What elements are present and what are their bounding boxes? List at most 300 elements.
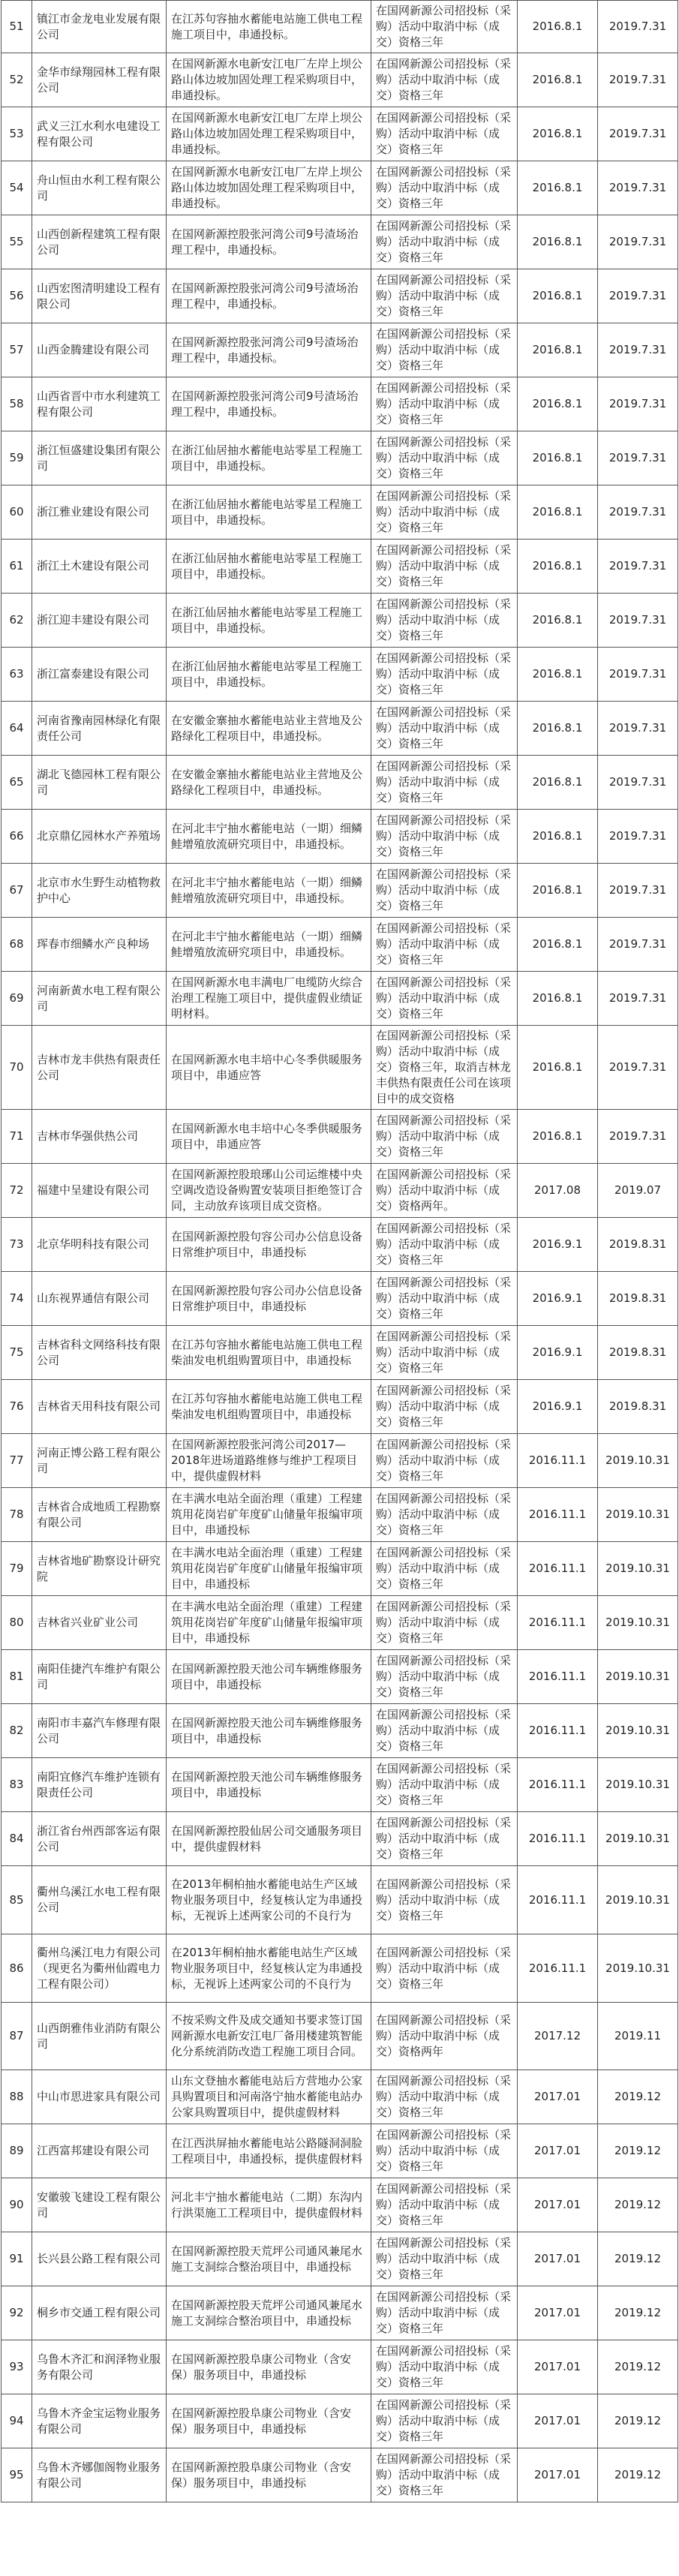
cell-project: 在河北丰宁抽水蓄能电站（一期）细鳞鲑增殖放流研究项目中，串通投标。 xyxy=(167,918,371,972)
cell-measure: 在国网新源公司招投标（采购）活动中取消中标（成交）资格三年 xyxy=(371,431,518,485)
cell-end: 2019.8.31 xyxy=(598,1326,678,1380)
cell-no: 69 xyxy=(2,972,32,1026)
cell-project: 在浙江仙居抽水蓄能电站零星工程施工项目中，串通投标。 xyxy=(167,431,371,485)
cell-end: 2019.10.31 xyxy=(598,1934,678,2003)
cell-start: 2016.8.1 xyxy=(518,540,598,594)
cell-start: 2016.8.1 xyxy=(518,1,598,53)
cell-company: 吉林省合成地质工程勘察有限公司 xyxy=(32,1488,167,1542)
cell-end: 2019.7.31 xyxy=(598,1026,678,1110)
cell-end: 2019.7.31 xyxy=(598,1110,678,1164)
cell-project: 在国网新源控股阜康公司物业（含安保）服务项目中，串通投标 xyxy=(167,2394,371,2448)
cell-start: 2016.8.1 xyxy=(518,864,598,918)
cell-start: 2017.01 xyxy=(518,2232,598,2286)
table-row xyxy=(2,1434,678,1488)
cell-start: 2016.8.1 xyxy=(518,918,598,972)
cell-measure: 在国网新源公司招投标（采购）活动中取消中标（成交）资格三年 xyxy=(371,1272,518,1326)
cell-no: 63 xyxy=(2,648,32,702)
cell-project: 在国网新源控股张河湾公司9号渣场治理工程中，串通投标。 xyxy=(167,377,371,431)
cell-measure: 在国网新源公司招投标（采购）活动中取消中标（成交）资格三年 xyxy=(371,702,518,756)
cell-no: 64 xyxy=(2,702,32,756)
cell-project: 在河北丰宁抽水蓄能电站（一期）细鳞鲑增殖放流研究项目中，串通投标。 xyxy=(167,864,371,918)
cell-measure: 在国网新源公司招投标（采购）活动中取消中标（成交）资格三年 xyxy=(371,1,518,53)
cell-end: 2019.12 xyxy=(598,2286,678,2340)
cell-measure: 在国网新源公司招投标（采购）活动中取消中标（成交）资格三年 xyxy=(371,1650,518,1704)
table-row xyxy=(2,2232,678,2286)
cell-measure: 在国网新源公司招投标（采购）活动中取消中标（成交）资格三年 xyxy=(371,485,518,540)
cell-company: 乌鲁木齐汇和润泽物业服务有限公司 xyxy=(32,2340,167,2394)
cell-end: 2019.7.31 xyxy=(598,53,678,107)
cell-measure: 在国网新源公司招投标（采购）活动中取消中标（成交）资格三年 xyxy=(371,2178,518,2232)
cell-no: 68 xyxy=(2,918,32,972)
cell-end: 2019.8.31 xyxy=(598,1272,678,1326)
cell-company: 福建中呈建设有限公司 xyxy=(32,1164,167,1218)
cell-project: 在国网新源水电新安江电厂左岸上坝公路山体边坡加固处理工程采购项目中，串通投标。 xyxy=(167,53,371,107)
cell-no: 56 xyxy=(2,269,32,323)
cell-no: 53 xyxy=(2,107,32,161)
cell-end: 2019.7.31 xyxy=(598,269,678,323)
cell-project: 在国网新源控股句容公司办公信息设备日常维护项目中，串通投标 xyxy=(167,1218,371,1272)
table-body xyxy=(2,1,678,2502)
cell-end: 2019.7.31 xyxy=(598,215,678,269)
cell-project: 在江西洪屏抽水蓄能电站公路隧洞洞脸工程项目中，串通投标，提供虚假材料 xyxy=(167,2124,371,2178)
cell-end: 2019.12 xyxy=(598,2178,678,2232)
cell-start: 2016.11.1 xyxy=(518,1934,598,2003)
table-row xyxy=(2,2178,678,2232)
cell-company: 浙江恒盛建设集团有限公司 xyxy=(32,431,167,485)
table-row xyxy=(2,1934,678,2003)
cell-company: 吉林市龙丰供热有限责任公司 xyxy=(32,1026,167,1110)
table-row xyxy=(2,1272,678,1326)
cell-company: 乌鲁木齐娜伽阁物业服务有限公司 xyxy=(32,2448,167,2502)
cell-project: 在国网新源水电新安江电厂左岸上坝公路山体边坡加固处理工程采购项目中，串通投标。 xyxy=(167,107,371,161)
cell-project: 在国网新源控股阜康公司物业（含安保）服务项目中，串通投标 xyxy=(167,2448,371,2502)
cell-company: 南阳佳捷汽车维护有限公司 xyxy=(32,1650,167,1704)
cell-end: 2019.7.31 xyxy=(598,918,678,972)
table-row xyxy=(2,215,678,269)
cell-company: 吉林市华强供热公司 xyxy=(32,1110,167,1164)
cell-project: 在国网新源控股仙居公司交通服务项目中，提供虚假材料 xyxy=(167,1812,371,1866)
cell-project: 在丰满水电站全面治理（重建）工程建筑用花岗岩矿年度矿山储量年报编审项目中，串通投标 xyxy=(167,1596,371,1650)
cell-end: 2019.7.31 xyxy=(598,377,678,431)
table-row xyxy=(2,972,678,1026)
cell-end: 2019.10.31 xyxy=(598,1488,678,1542)
table-row xyxy=(2,756,678,810)
table-row xyxy=(2,1542,678,1596)
cell-end: 2019.12 xyxy=(598,2340,678,2394)
cell-end: 2019.7.31 xyxy=(598,810,678,864)
cell-project: 不按采购文件及成交通知书要求签订国网新源水电新安江电厂备用楼建筑智能化分系统消防改造工程施工项目合同。 xyxy=(167,2003,371,2070)
cell-no: 84 xyxy=(2,1812,32,1866)
cell-end: 2019.10.31 xyxy=(598,1812,678,1866)
cell-measure: 在国网新源公司招投标（采购）活动中取消中标（成交）资格两年。 xyxy=(371,1164,518,1218)
cell-company: 吉林省科文网络科技有限公司 xyxy=(32,1326,167,1380)
cell-project: 在国网新源控股琅琊山公司运维楼中央空调改造设备购置安装项目拒绝签订合同，主动放弃该项目成交资格。 xyxy=(167,1164,371,1218)
cell-end: 2019.7.31 xyxy=(598,756,678,810)
cell-project: 河北丰宁抽水蓄能电站（二期）东沟内行洪渠施工工程项目中，提供虚假材料 xyxy=(167,2178,371,2232)
cell-start: 2016.8.1 xyxy=(518,107,598,161)
cell-no: 82 xyxy=(2,1704,32,1758)
table-row xyxy=(2,485,678,540)
table-row xyxy=(2,1596,678,1650)
table-row xyxy=(2,1812,678,1866)
table-row xyxy=(2,2448,678,2502)
cell-project: 在江苏句容抽水蓄能电站施工供电工程柴油发电机组购置项目中，串通投标 xyxy=(167,1326,371,1380)
cell-measure: 在国网新源公司招投标（采购）活动中取消中标（成交）资格三年 xyxy=(371,594,518,648)
cell-project: 在江苏句容抽水蓄能电站施工供电工程施工项目中，串通投标。 xyxy=(167,1,371,53)
table-row xyxy=(2,1218,678,1272)
cell-company: 山西创新程建筑工程有限公司 xyxy=(32,215,167,269)
cell-company: 南阳宜修汽车维护连锁有限责任公司 xyxy=(32,1758,167,1812)
cell-company: 珲春市细鳞水产良种场 xyxy=(32,918,167,972)
cell-end: 2019.11 xyxy=(598,2003,678,2070)
cell-start: 2017.01 xyxy=(518,2178,598,2232)
cell-start: 2016.11.1 xyxy=(518,1650,598,1704)
cell-company: 南阳市丰嘉汽车修理有限公司 xyxy=(32,1704,167,1758)
cell-company: 长兴县公路工程有限公司 xyxy=(32,2232,167,2286)
table-row xyxy=(2,2286,678,2340)
cell-no: 87 xyxy=(2,2003,32,2070)
cell-measure: 在国网新源公司招投标（采购）活动中取消中标（成交）资格三年 xyxy=(371,972,518,1026)
table-row xyxy=(2,1,678,53)
table-row xyxy=(2,1110,678,1164)
cell-company: 河南省豫南园林绿化有限责任公司 xyxy=(32,702,167,756)
cell-measure: 在国网新源公司招投标（采购）活动中取消中标（成交）资格三年 xyxy=(371,2232,518,2286)
cell-end: 2019.7.31 xyxy=(598,161,678,215)
cell-project: 在国网新源控股天荒坪公司通风兼尾水施工支洞综合整治项目中，串通投标 xyxy=(167,2286,371,2340)
cell-no: 78 xyxy=(2,1488,32,1542)
cell-company: 山西朗雅伟业消防有限公司 xyxy=(32,2003,167,2070)
cell-no: 88 xyxy=(2,2070,32,2124)
table-row xyxy=(2,431,678,485)
cell-measure: 在国网新源公司招投标（采购）活动中取消中标（成交）资格三年 xyxy=(371,1542,518,1596)
cell-project: 在国网新源控股张河湾公司9号渣场治理工程中，串通投标。 xyxy=(167,323,371,377)
cell-project: 在河北丰宁抽水蓄能电站（一期）细鳞鲑增殖放流研究项目中，串通投标。 xyxy=(167,810,371,864)
table-row xyxy=(2,2124,678,2178)
cell-measure: 在国网新源公司招投标（采购）活动中取消中标（成交）资格三年 xyxy=(371,648,518,702)
cell-start: 2016.8.1 xyxy=(518,702,598,756)
cell-start: 2016.8.1 xyxy=(518,756,598,810)
cell-no: 74 xyxy=(2,1272,32,1326)
table-row xyxy=(2,1164,678,1218)
cell-measure: 在国网新源公司招投标（采购）活动中取消中标（成交）资格三年 xyxy=(371,323,518,377)
cell-start: 2017.01 xyxy=(518,2070,598,2124)
cell-start: 2017.01 xyxy=(518,2394,598,2448)
cell-measure: 在国网新源公司招投标（采购）活动中取消中标（成交）资格三年 xyxy=(371,1758,518,1812)
cell-company: 浙江富泰建设有限公司 xyxy=(32,648,167,702)
table-row xyxy=(2,1758,678,1812)
table-row xyxy=(2,540,678,594)
cell-start: 2016.8.1 xyxy=(518,1026,598,1110)
cell-project: 在国网新源控股张河湾公司9号渣场治理工程中，串通投标。 xyxy=(167,269,371,323)
table-row xyxy=(2,918,678,972)
cell-start: 2016.8.1 xyxy=(518,485,598,540)
cell-company: 舟山恒由水利工程有限公司 xyxy=(32,161,167,215)
cell-company: 北京市水生野生动植物救护中心 xyxy=(32,864,167,918)
table-row xyxy=(2,864,678,918)
table-row xyxy=(2,53,678,107)
cell-start: 2017.01 xyxy=(518,2286,598,2340)
cell-end: 2019.7.31 xyxy=(598,702,678,756)
cell-company: 中山市思进家具有限公司 xyxy=(32,2070,167,2124)
table-row xyxy=(2,2070,678,2124)
cell-measure: 在国网新源公司招投标（采购）活动中取消中标（成交）资格三年 xyxy=(371,107,518,161)
cell-no: 79 xyxy=(2,1542,32,1596)
cell-project: 在国网新源水电丰满电厂电缆防火综合治理工程施工项目中，提供虚假业绩证明材料。 xyxy=(167,972,371,1026)
cell-measure: 在国网新源公司招投标（采购）活动中取消中标（成交）资格三年 xyxy=(371,1812,518,1866)
cell-company: 浙江雅业建设有限公司 xyxy=(32,485,167,540)
cell-end: 2019.7.31 xyxy=(598,431,678,485)
cell-end: 2019.12 xyxy=(598,2070,678,2124)
cell-project: 在国网新源水电丰培中心冬季供暖服务项目中，串通应答 xyxy=(167,1110,371,1164)
cell-company: 北京鼎亿园林水产养殖场 xyxy=(32,810,167,864)
cell-project: 在国网新源水电丰培中心冬季供暖服务项目中，串通应答 xyxy=(167,1026,371,1110)
cell-project: 在浙江仙居抽水蓄能电站零星工程施工项目中，串通投标。 xyxy=(167,485,371,540)
cell-project: 在国网新源控股张河湾公司2017—2018年进场道路维修与维护工程项目中，提供虚假材料 xyxy=(167,1434,371,1488)
cell-measure: 在国网新源公司招投标（采购）活动中取消中标（成交）资格两年 xyxy=(371,2003,518,2070)
cell-company: 武义三江水利水电建设工程有限公司 xyxy=(32,107,167,161)
cell-no: 93 xyxy=(2,2340,32,2394)
cell-no: 95 xyxy=(2,2448,32,2502)
cell-company: 河南正博公路工程有限公司 xyxy=(32,1434,167,1488)
cell-start: 2016.11.1 xyxy=(518,1596,598,1650)
cell-project: 在国网新源控股句容公司办公信息设备日常维护项目中，串通投标 xyxy=(167,1272,371,1326)
cell-measure: 在国网新源公司招投标（采购）活动中取消中标（成交）资格三年 xyxy=(371,1866,518,1934)
table-row xyxy=(2,648,678,702)
table-row xyxy=(2,1866,678,1934)
cell-no: 52 xyxy=(2,53,32,107)
cell-no: 92 xyxy=(2,2286,32,2340)
cell-project: 在丰满水电站全面治理（重建）工程建筑用花岗岩矿年度矿山储量年报编审项目中，串通投标 xyxy=(167,1488,371,1542)
cell-no: 51 xyxy=(2,1,32,53)
cell-end: 2019.12 xyxy=(598,2124,678,2178)
cell-measure: 在国网新源公司招投标（采购）活动中取消中标（成交）资格三年 xyxy=(371,2340,518,2394)
cell-project: 在浙江仙居抽水蓄能电站零星工程施工项目中，串通投标。 xyxy=(167,648,371,702)
cell-start: 2016.8.1 xyxy=(518,161,598,215)
table-row xyxy=(2,1488,678,1542)
cell-measure: 在国网新源公司招投标（采购）活动中取消中标（成交）资格三年 xyxy=(371,1380,518,1434)
cell-company: 金华市绿翔园林工程有限公司 xyxy=(32,53,167,107)
cell-project: 在2013年桐柏抽水蓄能电站生产区域物业服务项目中，经复核认定为串通投标，无视诉上述两家公司的不良行为 xyxy=(167,1934,371,2003)
cell-no: 65 xyxy=(2,756,32,810)
cell-start: 2016.9.1 xyxy=(518,1218,598,1272)
cell-no: 59 xyxy=(2,431,32,485)
cell-measure: 在国网新源公司招投标（采购）活动中取消中标（成交）资格三年，取消吉林龙丰供热有限责任公司在该项目中的成交资格 xyxy=(371,1026,518,1110)
cell-end: 2019.7.31 xyxy=(598,648,678,702)
cell-start: 2017.01 xyxy=(518,2340,598,2394)
cell-end: 2019.7.31 xyxy=(598,323,678,377)
cell-no: 81 xyxy=(2,1650,32,1704)
cell-end: 2019.7.31 xyxy=(598,485,678,540)
cell-company: 浙江土木建设有限公司 xyxy=(32,540,167,594)
cell-start: 2016.8.1 xyxy=(518,648,598,702)
cell-measure: 在国网新源公司招投标（采购）活动中取消中标（成交）资格三年 xyxy=(371,2124,518,2178)
cell-no: 55 xyxy=(2,215,32,269)
cell-project: 在安徽金寨抽水蓄能电站业主营地及公路绿化工程项目中，串通投标。 xyxy=(167,756,371,810)
cell-measure: 在国网新源公司招投标（采购）活动中取消中标（成交）资格三年 xyxy=(371,2286,518,2340)
cell-no: 85 xyxy=(2,1866,32,1934)
cell-start: 2016.11.1 xyxy=(518,1758,598,1812)
cell-end: 2019.10.31 xyxy=(598,1758,678,1812)
cell-no: 67 xyxy=(2,864,32,918)
cell-company: 湖北飞德园林工程有限公司 xyxy=(32,756,167,810)
cell-measure: 在国网新源公司招投标（采购）活动中取消中标（成交）资格三年 xyxy=(371,1704,518,1758)
cell-company: 镇江市金龙电业发展有限公司 xyxy=(32,1,167,53)
cell-company: 北京华明科技有限公司 xyxy=(32,1218,167,1272)
cell-start: 2016.8.1 xyxy=(518,215,598,269)
cell-no: 90 xyxy=(2,2178,32,2232)
cell-project: 在浙江仙居抽水蓄能电站零星工程施工项目中，串通投标。 xyxy=(167,594,371,648)
cell-no: 72 xyxy=(2,1164,32,1218)
cell-end: 2019.8.31 xyxy=(598,1218,678,1272)
cell-no: 83 xyxy=(2,1758,32,1812)
cell-company: 山西宏图清明建设工程有限公司 xyxy=(32,269,167,323)
cell-end: 2019.10.31 xyxy=(598,1704,678,1758)
cell-measure: 在国网新源公司招投标（采购）活动中取消中标（成交）资格三年 xyxy=(371,810,518,864)
table-row xyxy=(2,1380,678,1434)
cell-end: 2019.12 xyxy=(598,2448,678,2502)
cell-no: 70 xyxy=(2,1026,32,1110)
cell-company: 吉林省兴业矿业公司 xyxy=(32,1596,167,1650)
cell-no: 73 xyxy=(2,1218,32,1272)
cell-project: 在国网新源控股阜康公司物业（含安保）服务项目中，串通投标 xyxy=(167,2340,371,2394)
cell-start: 2016.8.1 xyxy=(518,972,598,1026)
cell-measure: 在国网新源公司招投标（采购）活动中取消中标（成交）资格三年 xyxy=(371,756,518,810)
cell-measure: 在国网新源公司招投标（采购）活动中取消中标（成交）资格三年 xyxy=(371,1218,518,1272)
cell-no: 86 xyxy=(2,1934,32,2003)
table-row xyxy=(2,2394,678,2448)
cell-start: 2016.9.1 xyxy=(518,1326,598,1380)
cell-start: 2016.11.1 xyxy=(518,1704,598,1758)
cell-start: 2016.11.1 xyxy=(518,1434,598,1488)
cell-company: 吉林省天用科技有限公司 xyxy=(32,1380,167,1434)
cell-project: 在浙江仙居抽水蓄能电站零星工程施工项目中，串通投标。 xyxy=(167,540,371,594)
cell-measure: 在国网新源公司招投标（采购）活动中取消中标（成交）资格三年 xyxy=(371,1596,518,1650)
cell-start: 2016.9.1 xyxy=(518,1380,598,1434)
cell-measure: 在国网新源公司招投标（采购）活动中取消中标（成交）资格三年 xyxy=(371,1326,518,1380)
cell-end: 2019.7.31 xyxy=(598,540,678,594)
table-row xyxy=(2,161,678,215)
cell-company: 衢州乌溪江水电工程有限公司 xyxy=(32,1866,167,1934)
cell-no: 91 xyxy=(2,2232,32,2286)
cell-end: 2019.10.31 xyxy=(598,1542,678,1596)
cell-measure: 在国网新源公司招投标（采购）活动中取消中标（成交）资格三年 xyxy=(371,2394,518,2448)
cell-no: 80 xyxy=(2,1596,32,1650)
cell-start: 2016.11.1 xyxy=(518,1866,598,1934)
cell-project: 在国网新源控股天池公司车辆维修服务项目中，串通投标 xyxy=(167,1758,371,1812)
cell-start: 2016.8.1 xyxy=(518,810,598,864)
cell-measure: 在国网新源公司招投标（采购）活动中取消中标（成交）资格三年 xyxy=(371,377,518,431)
table-row xyxy=(2,323,678,377)
cell-no: 57 xyxy=(2,323,32,377)
cell-project: 在国网新源控股天池公司车辆维修服务项目中，串通投标 xyxy=(167,1650,371,1704)
table-row xyxy=(2,1326,678,1380)
cell-measure: 在国网新源公司招投标（采购）活动中取消中标（成交）资格三年 xyxy=(371,1110,518,1164)
table-row xyxy=(2,1650,678,1704)
table-row xyxy=(2,810,678,864)
cell-company: 山西省晋中市水利建筑工程有限公司 xyxy=(32,377,167,431)
table-row xyxy=(2,377,678,431)
cell-end: 2019.12 xyxy=(598,2394,678,2448)
cell-end: 2019.7.31 xyxy=(598,594,678,648)
table-row xyxy=(2,269,678,323)
cell-start: 2016.11.1 xyxy=(518,1542,598,1596)
cell-project: 在国网新源控股天池公司车辆维修服务项目中，串通投标 xyxy=(167,1704,371,1758)
table-row xyxy=(2,1704,678,1758)
cell-measure: 在国网新源公司招投标（采购）活动中取消中标（成交）资格三年 xyxy=(371,2448,518,2502)
sanctions-table xyxy=(1,0,678,2502)
cell-company: 安徽骏飞建设工程有限公司 xyxy=(32,2178,167,2232)
cell-no: 76 xyxy=(2,1380,32,1434)
cell-company: 吉林省地矿勘察设计研究院 xyxy=(32,1542,167,1596)
table-row xyxy=(2,702,678,756)
cell-start: 2016.11.1 xyxy=(518,1812,598,1866)
cell-end: 2019.12 xyxy=(598,2232,678,2286)
cell-no: 66 xyxy=(2,810,32,864)
cell-start: 2016.8.1 xyxy=(518,269,598,323)
table-row xyxy=(2,594,678,648)
cell-start: 2016.8.1 xyxy=(518,594,598,648)
cell-company: 山东视界通信有限公司 xyxy=(32,1272,167,1326)
cell-end: 2019.7.31 xyxy=(598,972,678,1026)
table-row xyxy=(2,2003,678,2070)
cell-measure: 在国网新源公司招投标（采购）活动中取消中标（成交）资格三年 xyxy=(371,2070,518,2124)
cell-no: 75 xyxy=(2,1326,32,1380)
cell-start: 2016.8.1 xyxy=(518,53,598,107)
cell-project: 在丰满水电站全面治理（重建）工程建筑用花岗岩矿年度矿山储量年报编审项目中，串通投标 xyxy=(167,1542,371,1596)
cell-project: 在国网新源控股天荒坪公司通风兼尾水施工支洞综合整治项目中，串通投标 xyxy=(167,2232,371,2286)
cell-end: 2019.07 xyxy=(598,1164,678,1218)
cell-company: 山西金腾建设有限公司 xyxy=(32,323,167,377)
cell-start: 2016.8.1 xyxy=(518,431,598,485)
cell-company: 衢州乌溪江电力有限公司（现更名为衢州仙霞电力工程有限公司） xyxy=(32,1934,167,2003)
cell-company: 江西富邦建设有限公司 xyxy=(32,2124,167,2178)
cell-no: 62 xyxy=(2,594,32,648)
cell-start: 2016.8.1 xyxy=(518,377,598,431)
cell-company: 浙江迎丰建设有限公司 xyxy=(32,594,167,648)
cell-company: 浙江省台州西部客运有限公司 xyxy=(32,1812,167,1866)
cell-project: 在2013年桐柏抽水蓄能电站生产区域物业服务项目中，经复核认定为串通投标，无视诉上述两家公司的不良行为 xyxy=(167,1866,371,1934)
table-row xyxy=(2,107,678,161)
cell-measure: 在国网新源公司招投标（采购）活动中取消中标（成交）资格三年 xyxy=(371,540,518,594)
cell-no: 60 xyxy=(2,485,32,540)
cell-no: 89 xyxy=(2,2124,32,2178)
table-row xyxy=(2,1026,678,1110)
cell-end: 2019.10.31 xyxy=(598,1434,678,1488)
cell-measure: 在国网新源公司招投标（采购）活动中取消中标（成交）资格三年 xyxy=(371,1488,518,1542)
cell-start: 2016.8.1 xyxy=(518,1110,598,1164)
cell-start: 2017.12 xyxy=(518,2003,598,2070)
cell-project: 在江苏句容抽水蓄能电站施工供电工程柴油发电机组购置项目中，串通投标 xyxy=(167,1380,371,1434)
cell-no: 54 xyxy=(2,161,32,215)
cell-start: 2017.01 xyxy=(518,2124,598,2178)
cell-measure: 在国网新源公司招投标（采购）活动中取消中标（成交）资格三年 xyxy=(371,269,518,323)
cell-company: 桐乡市交通工程有限公司 xyxy=(32,2286,167,2340)
cell-project: 在安徽金寨抽水蓄能电站业主营地及公路绿化工程项目中，串通投标。 xyxy=(167,702,371,756)
cell-no: 61 xyxy=(2,540,32,594)
cell-measure: 在国网新源公司招投标（采购）活动中取消中标（成交）资格三年 xyxy=(371,1934,518,2003)
cell-company: 乌鲁木齐金宝运物业服务有限公司 xyxy=(32,2394,167,2448)
cell-project: 在国网新源水电新安江电厂左岸上坝公路山体边坡加固处理工程采购项目中，串通投标。 xyxy=(167,161,371,215)
cell-start: 2017.08 xyxy=(518,1164,598,1218)
cell-end: 2019.7.31 xyxy=(598,107,678,161)
cell-measure: 在国网新源公司招投标（采购）活动中取消中标（成交）资格三年 xyxy=(371,53,518,107)
cell-project: 在国网新源控股张河湾公司9号渣场治理工程中，串通投标。 xyxy=(167,215,371,269)
cell-no: 71 xyxy=(2,1110,32,1164)
cell-start: 2016.11.1 xyxy=(518,1488,598,1542)
cell-measure: 在国网新源公司招投标（采购）活动中取消中标（成交）资格三年 xyxy=(371,864,518,918)
cell-start: 2016.9.1 xyxy=(518,1272,598,1326)
cell-end: 2019.7.31 xyxy=(598,864,678,918)
